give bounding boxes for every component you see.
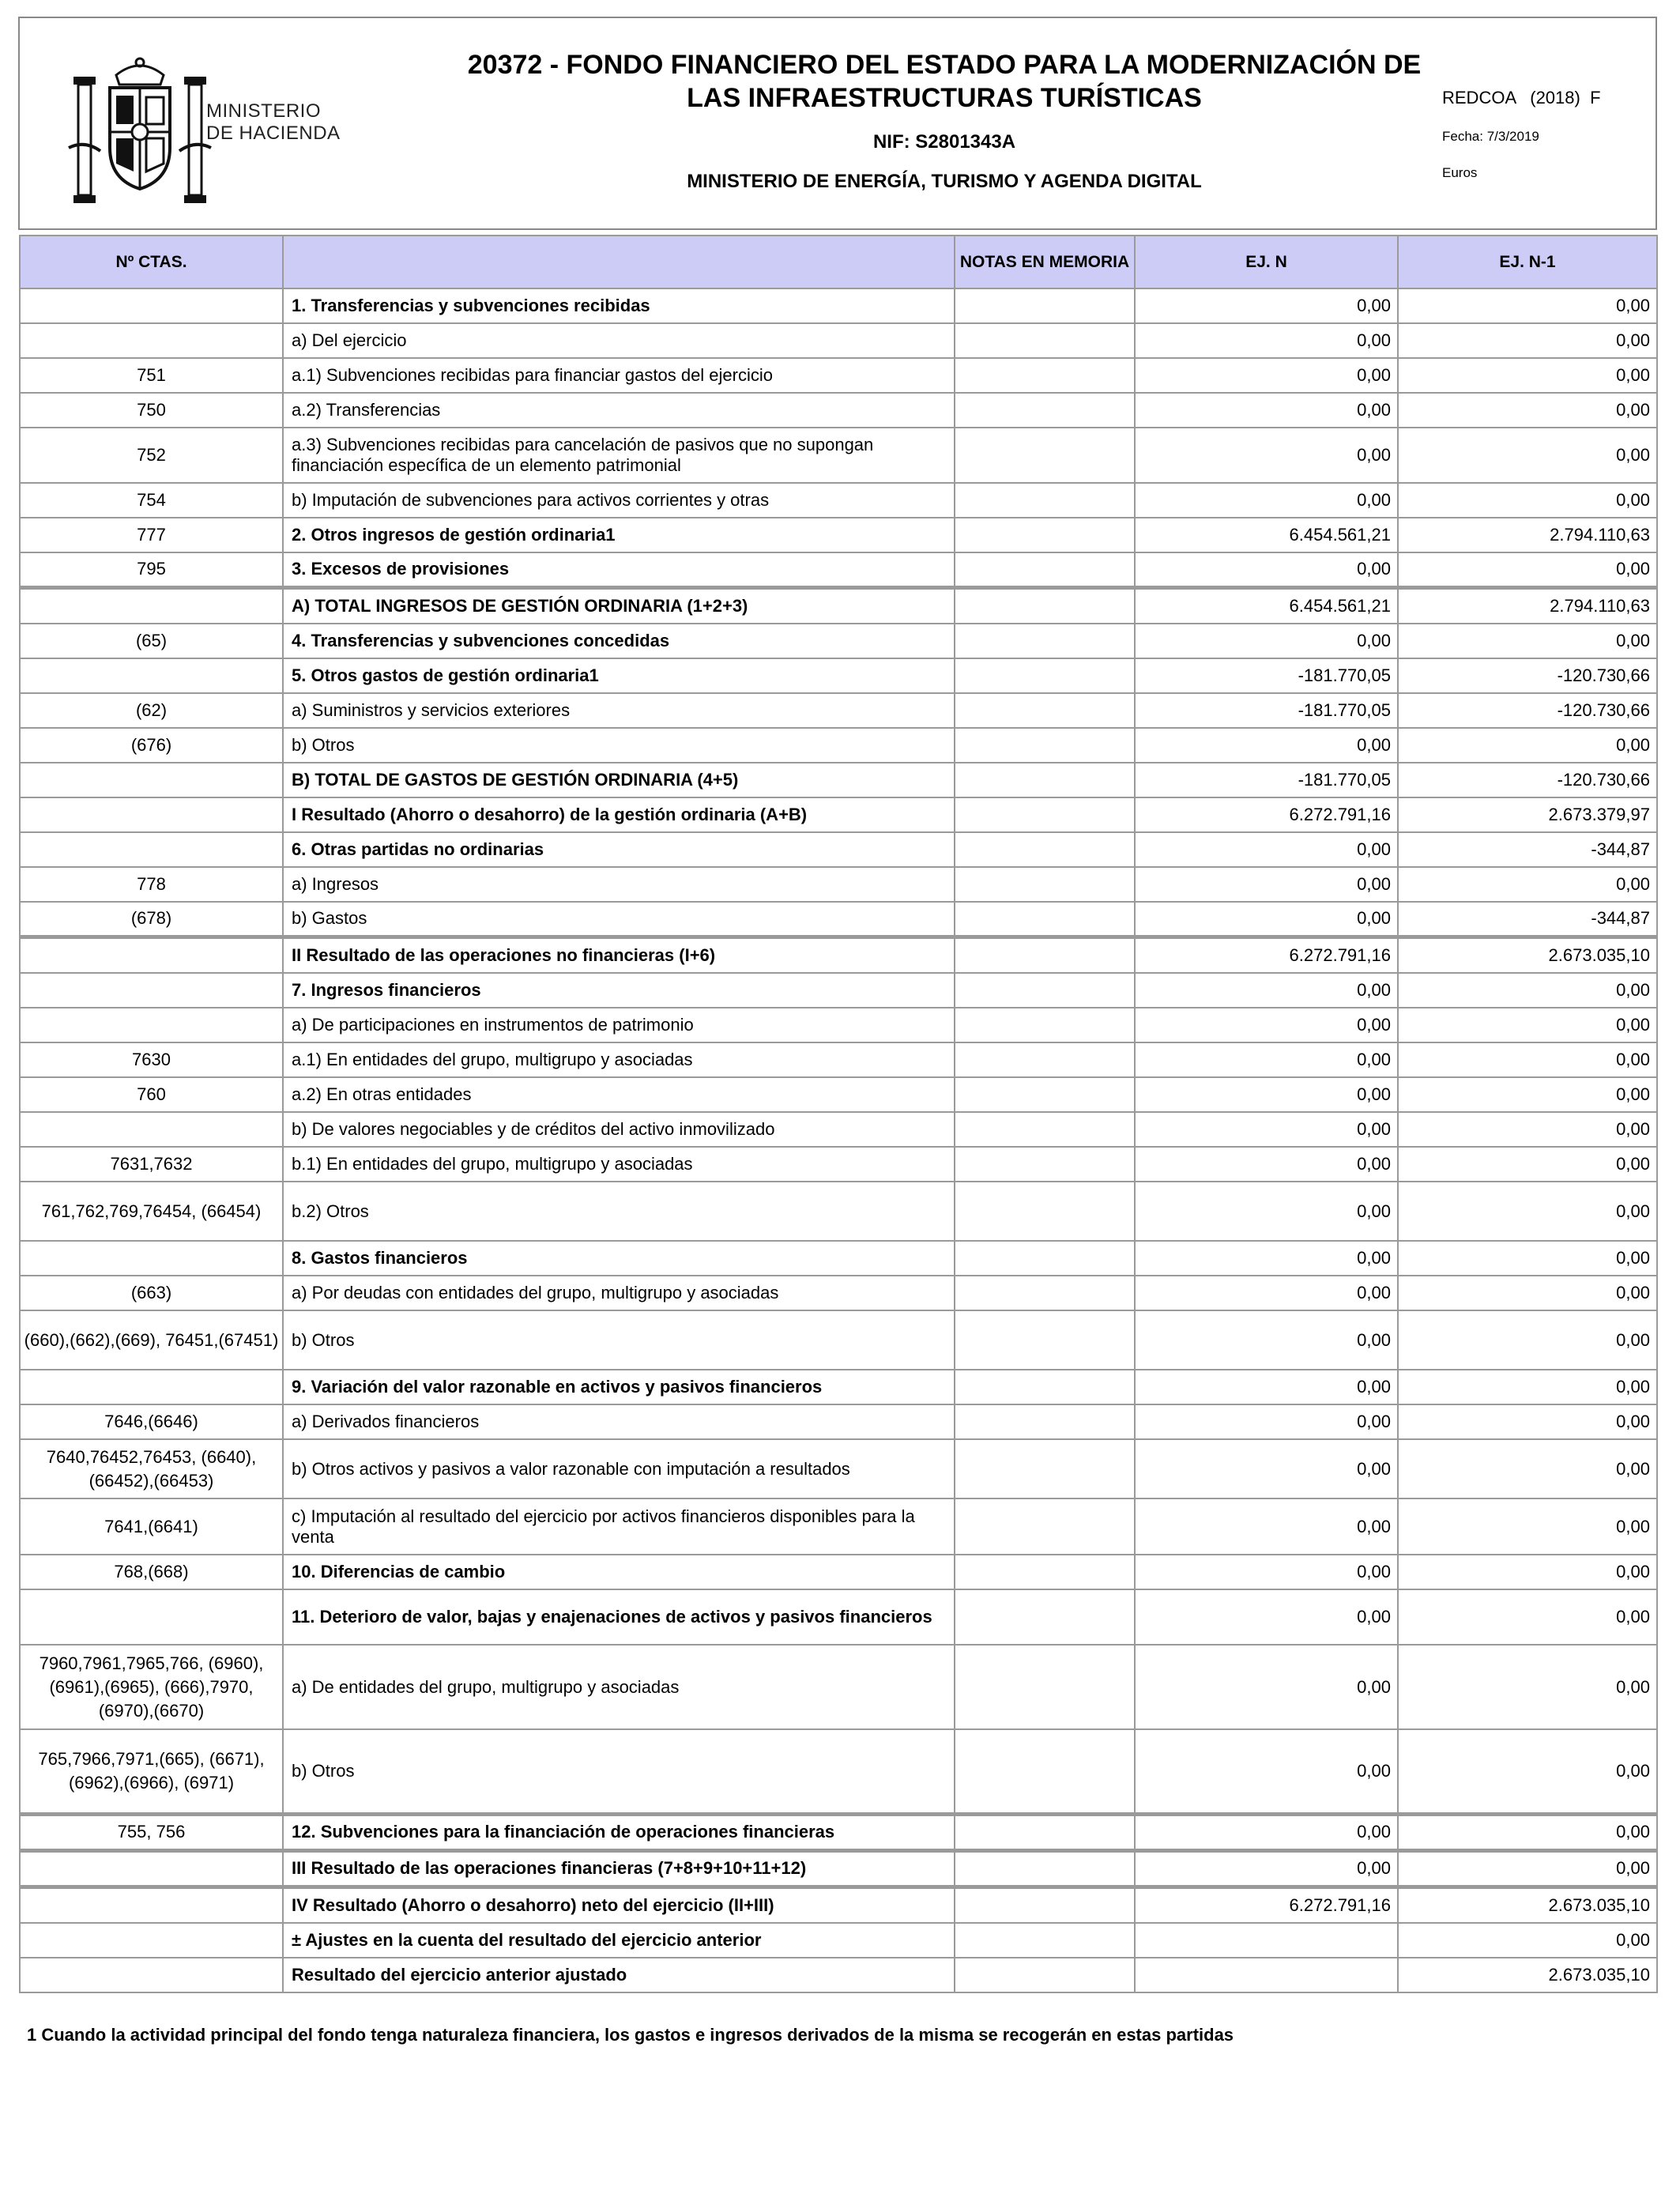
account-cell: 768,(668): [20, 1555, 283, 1589]
description-cell: c) Imputación al resultado del ejercicio por activos financieros disponibles para la venta: [283, 1498, 955, 1555]
table-row: [20, 728, 1657, 763]
ej-n1-value: 0,00: [1398, 728, 1657, 763]
notes-cell: [955, 1404, 1135, 1439]
ej-n1-value: 2.673.035,10: [1398, 1887, 1657, 1923]
description-cell: A) TOTAL INGRESOS DE GESTIÓN ORDINARIA (1+2+3): [283, 587, 955, 624]
notes-cell: [955, 1147, 1135, 1182]
ej-n1-value: 0,00: [1398, 973, 1657, 1008]
account-cell: [20, 1589, 283, 1645]
description-cell: b) Otros: [283, 1729, 955, 1814]
description-cell: 1. Transferencias y subvenciones recibidas: [283, 288, 955, 323]
table-row: [20, 937, 1657, 973]
ej-n-value: 0,00: [1135, 1147, 1398, 1182]
description-cell: a) De participaciones en instrumentos de patrimonio: [283, 1008, 955, 1042]
ej-n1-value: 2.673.035,10: [1398, 1958, 1657, 1992]
description-cell: a) Ingresos: [283, 867, 955, 902]
notes-cell: [955, 552, 1135, 587]
account-cell: 795: [20, 552, 283, 587]
ej-n-value: [1135, 1923, 1398, 1958]
ej-n-value: 0,00: [1135, 393, 1398, 428]
table-row: [20, 483, 1657, 518]
notes-cell: [955, 1923, 1135, 1958]
table-row: [20, 832, 1657, 867]
ej-n1-value: 0,00: [1398, 288, 1657, 323]
description-cell: a) Del ejercicio: [283, 323, 955, 358]
ej-n-value: 0,00: [1135, 1276, 1398, 1310]
table-header-row: [20, 236, 1657, 288]
notes-cell: [955, 1498, 1135, 1555]
description-cell: b) De valores negociables y de créditos del activo inmovilizado: [283, 1112, 955, 1147]
account-cell: 7630: [20, 1042, 283, 1077]
notes-cell: [955, 358, 1135, 393]
description-cell: a.3) Subvenciones recibidas para cancelación de pasivos que no supongan financiación específica de un elemento patrimonial: [283, 428, 955, 483]
table-row: [20, 1814, 1657, 1850]
description-cell: a.2) Transferencias: [283, 393, 955, 428]
ej-n1-value: 0,00: [1398, 483, 1657, 518]
description-cell: 2. Otros ingresos de gestión ordinaria1: [283, 518, 955, 552]
ej-n1-value: 0,00: [1398, 1077, 1657, 1112]
notes-cell: [955, 973, 1135, 1008]
account-cell: [20, 973, 283, 1008]
ej-n1-value: -344,87: [1398, 832, 1657, 867]
notes-cell: [955, 1589, 1135, 1645]
notes-cell: [955, 763, 1135, 797]
ej-n1-value: 2.794.110,63: [1398, 518, 1657, 552]
ej-n-value: 0,00: [1135, 323, 1398, 358]
description-cell: 12. Subvenciones para la financiación de operaciones financieras: [283, 1814, 955, 1850]
account-cell: 760: [20, 1077, 283, 1112]
notes-cell: [955, 867, 1135, 902]
column-header-description: [283, 236, 955, 288]
notes-cell: [955, 1008, 1135, 1042]
account-cell: 7631,7632: [20, 1147, 283, 1182]
ej-n-value: 0,00: [1135, 1555, 1398, 1589]
notes-cell: [955, 393, 1135, 428]
account-cell: 7641,(6641): [20, 1498, 283, 1555]
table-row: [20, 763, 1657, 797]
notes-cell: [955, 323, 1135, 358]
description-cell: IV Resultado (Ahorro o desahorro) neto del ejercicio (II+III): [283, 1887, 955, 1923]
ej-n1-value: 0,00: [1398, 393, 1657, 428]
notes-cell: [955, 1439, 1135, 1498]
ej-n-value: -181.770,05: [1135, 693, 1398, 728]
description-cell: b) Otros activos y pasivos a valor razonable con imputación a resultados: [283, 1439, 955, 1498]
currency-label: Euros: [1442, 165, 1478, 180]
notes-cell: [955, 1077, 1135, 1112]
account-cell: 7646,(6646): [20, 1404, 283, 1439]
ej-n1-value: -120.730,66: [1398, 763, 1657, 797]
ej-n1-value: 0,00: [1398, 1241, 1657, 1276]
account-cell: [20, 1850, 283, 1887]
notes-cell: [955, 1958, 1135, 1992]
ej-n1-value: 0,00: [1398, 1404, 1657, 1439]
notes-cell: [955, 518, 1135, 552]
notes-cell: [955, 1370, 1135, 1404]
description-cell: b) Otros: [283, 1310, 955, 1370]
ej-n1-value: 0,00: [1398, 1112, 1657, 1147]
description-cell: b) Gastos: [283, 902, 955, 937]
coat-of-arms-icon: [61, 53, 219, 211]
notes-cell: [955, 797, 1135, 832]
table-row: [20, 797, 1657, 832]
ej-n1-value: 2.673.035,10: [1398, 937, 1657, 973]
account-cell: [20, 1923, 283, 1958]
ej-n-value: 0,00: [1135, 728, 1398, 763]
ej-n1-value: 0,00: [1398, 1276, 1657, 1310]
account-cell: [20, 1370, 283, 1404]
ej-n1-value: 0,00: [1398, 1729, 1657, 1814]
table-row: [20, 1589, 1657, 1645]
table-row: [20, 288, 1657, 323]
notes-cell: [955, 1814, 1135, 1850]
notes-cell: [955, 288, 1135, 323]
report-header: [18, 17, 1657, 230]
account-cell: (678): [20, 902, 283, 937]
table-row: [20, 1439, 1657, 1498]
ej-n-value: 6.272.791,16: [1135, 1887, 1398, 1923]
account-cell: 761,762,769,76454, (66454): [20, 1182, 283, 1241]
ej-n-value: [1135, 1958, 1398, 1992]
table-row: [20, 1310, 1657, 1370]
footnote: 1 Cuando la actividad principal del fondo tenga naturaleza financiera, los gastos e ingresos derivados de la misma se recogerán en estas partidas: [27, 2025, 1234, 2045]
ej-n-value: 0,00: [1135, 1814, 1398, 1850]
account-cell: 765,7966,7971,(665), (6671),(6962),(6966), (6971): [20, 1729, 283, 1814]
description-cell: b.1) En entidades del grupo, multigrupo y asociadas: [283, 1147, 955, 1182]
ej-n-value: 0,00: [1135, 428, 1398, 483]
notes-cell: [955, 1887, 1135, 1923]
ej-n-value: 0,00: [1135, 832, 1398, 867]
account-cell: 7960,7961,7965,766, (6960),(6961),(6965), (666),7970,(6970),(6670): [20, 1645, 283, 1729]
table-row: [20, 323, 1657, 358]
ej-n1-value: 0,00: [1398, 552, 1657, 587]
account-cell: [20, 1008, 283, 1042]
table-row: [20, 552, 1657, 587]
description-cell: a) Derivados financieros: [283, 1404, 955, 1439]
table-row: [20, 358, 1657, 393]
ej-n-value: 0,00: [1135, 1439, 1398, 1498]
ej-n1-value: 0,00: [1398, 1008, 1657, 1042]
ej-n-value: 0,00: [1135, 1241, 1398, 1276]
notes-cell: [955, 902, 1135, 937]
description-cell: 5. Otros gastos de gestión ordinaria1: [283, 658, 955, 693]
table-row: [20, 1042, 1657, 1077]
notes-cell: [955, 658, 1135, 693]
table-row: [20, 658, 1657, 693]
table-row: [20, 1182, 1657, 1241]
notes-cell: [955, 832, 1135, 867]
description-cell: a.1) Subvenciones recibidas para financiar gastos del ejercicio: [283, 358, 955, 393]
account-cell: [20, 1241, 283, 1276]
notes-cell: [955, 937, 1135, 973]
table-row: [20, 693, 1657, 728]
table-row: [20, 1850, 1657, 1887]
table-row: [20, 1555, 1657, 1589]
notes-cell: [955, 693, 1135, 728]
table-row: [20, 867, 1657, 902]
account-cell: (65): [20, 624, 283, 658]
ej-n-value: 6.454.561,21: [1135, 518, 1398, 552]
account-cell: 754: [20, 483, 283, 518]
ej-n1-value: 0,00: [1398, 1182, 1657, 1241]
ej-n-value: 0,00: [1135, 1042, 1398, 1077]
account-cell: 752: [20, 428, 283, 483]
ej-n1-value: 0,00: [1398, 867, 1657, 902]
notes-cell: [955, 1276, 1135, 1310]
ej-n1-value: 0,00: [1398, 624, 1657, 658]
ej-n1-value: 0,00: [1398, 1645, 1657, 1729]
table-row: [20, 1923, 1657, 1958]
account-cell: [20, 832, 283, 867]
ej-n1-value: 0,00: [1398, 1370, 1657, 1404]
table-row: [20, 1645, 1657, 1729]
account-cell: 755, 756: [20, 1814, 283, 1850]
ej-n-value: 6.454.561,21: [1135, 587, 1398, 624]
column-header-notas: NOTAS EN MEMORIA: [955, 236, 1135, 288]
ej-n1-value: 0,00: [1398, 1555, 1657, 1589]
ej-n1-value: 2.794.110,63: [1398, 587, 1657, 624]
account-cell: 777: [20, 518, 283, 552]
table-row: [20, 518, 1657, 552]
table-row: [20, 428, 1657, 483]
account-cell: [20, 587, 283, 624]
table-row: [20, 1276, 1657, 1310]
notes-cell: [955, 624, 1135, 658]
table-row: [20, 1008, 1657, 1042]
ej-n1-value: 0,00: [1398, 1498, 1657, 1555]
description-cell: 8. Gastos financieros: [283, 1241, 955, 1276]
ej-n1-value: 0,00: [1398, 1814, 1657, 1850]
notes-cell: [955, 1241, 1135, 1276]
ej-n1-value: 0,00: [1398, 1042, 1657, 1077]
nif-label: NIF: S2801343A: [872, 131, 1016, 153]
results-table: [19, 235, 1658, 1993]
table-row: [20, 1958, 1657, 1992]
redcoa-label: REDCOA (2018) F: [1442, 88, 1601, 107]
ej-n-value: 6.272.791,16: [1135, 937, 1398, 973]
ej-n1-value: 0,00: [1398, 1439, 1657, 1498]
table-row: [20, 1147, 1657, 1182]
ej-n1-value: -120.730,66: [1398, 693, 1657, 728]
ej-n-value: 0,00: [1135, 552, 1398, 587]
table-row: [20, 902, 1657, 937]
notes-cell: [955, 1850, 1135, 1887]
notes-cell: [955, 1555, 1135, 1589]
table-row: [20, 587, 1657, 624]
description-cell: b) Otros: [283, 728, 955, 763]
ej-n1-value: 0,00: [1398, 358, 1657, 393]
ej-n-value: 0,00: [1135, 1077, 1398, 1112]
account-cell: [20, 797, 283, 832]
description-cell: ± Ajustes en la cuenta del resultado del ejercicio anterior: [283, 1923, 955, 1958]
account-cell: [20, 658, 283, 693]
description-cell: a) Suministros y servicios exteriores: [283, 693, 955, 728]
ej-n-value: -181.770,05: [1135, 763, 1398, 797]
table-row: [20, 1370, 1657, 1404]
ej-n-value: 0,00: [1135, 1182, 1398, 1241]
description-cell: III Resultado de las operaciones financieras (7+8+9+10+11+12): [283, 1850, 955, 1887]
account-cell: [20, 1887, 283, 1923]
column-header-ej-n1: EJ. N-1: [1398, 236, 1657, 288]
description-cell: a) Por deudas con entidades del grupo, multigrupo y asociadas: [283, 1276, 955, 1310]
notes-cell: [955, 1112, 1135, 1147]
description-cell: 10. Diferencias de cambio: [283, 1555, 955, 1589]
description-cell: 7. Ingresos financieros: [283, 973, 955, 1008]
notes-cell: [955, 428, 1135, 483]
notes-cell: [955, 1645, 1135, 1729]
description-cell: a) De entidades del grupo, multigrupo y asociadas: [283, 1645, 955, 1729]
account-cell: 778: [20, 867, 283, 902]
ej-n1-value: 0,00: [1398, 323, 1657, 358]
table-row: [20, 1404, 1657, 1439]
ej-n-value: 0,00: [1135, 867, 1398, 902]
description-cell: 3. Excesos de provisiones: [283, 552, 955, 587]
account-cell: 7640,76452,76453, (6640),(66452),(66453): [20, 1439, 283, 1498]
account-cell: 751: [20, 358, 283, 393]
description-cell: Resultado del ejercicio anterior ajustado: [283, 1958, 955, 1992]
ej-n-value: 0,00: [1135, 1310, 1398, 1370]
ej-n1-value: 0,00: [1398, 428, 1657, 483]
table-row: [20, 1112, 1657, 1147]
ej-n-value: 0,00: [1135, 1850, 1398, 1887]
ej-n-value: 0,00: [1135, 1008, 1398, 1042]
account-cell: [20, 937, 283, 973]
ej-n-value: 0,00: [1135, 1404, 1398, 1439]
ej-n1-value: 0,00: [1398, 1850, 1657, 1887]
description-cell: B) TOTAL DE GASTOS DE GESTIÓN ORDINARIA (4+5): [283, 763, 955, 797]
account-cell: 750: [20, 393, 283, 428]
account-cell: [20, 763, 283, 797]
account-cell: [20, 323, 283, 358]
notes-cell: [955, 1729, 1135, 1814]
ej-n-value: 0,00: [1135, 1729, 1398, 1814]
ministry-name: MINISTERIO DE HACIENDA: [206, 100, 341, 144]
account-cell: (663): [20, 1276, 283, 1310]
table-row: [20, 1887, 1657, 1923]
ej-n-value: 0,00: [1135, 483, 1398, 518]
ej-n1-value: -344,87: [1398, 902, 1657, 937]
date-label: Fecha: 7/3/2019: [1442, 129, 1539, 144]
column-header-ej-n: EJ. N: [1135, 236, 1398, 288]
table-row: [20, 1729, 1657, 1814]
description-cell: 11. Deterioro de valor, bajas y enajenaciones de activos y pasivos financieros: [283, 1589, 955, 1645]
ej-n-value: 0,00: [1135, 358, 1398, 393]
description-cell: b.2) Otros: [283, 1182, 955, 1241]
notes-cell: [955, 1042, 1135, 1077]
account-cell: [20, 1112, 283, 1147]
ej-n1-value: -120.730,66: [1398, 658, 1657, 693]
table-row: [20, 393, 1657, 428]
ej-n-value: 0,00: [1135, 902, 1398, 937]
table-row: [20, 1241, 1657, 1276]
description-cell: a.1) En entidades del grupo, multigrupo y asociadas: [283, 1042, 955, 1077]
table-row: [20, 1077, 1657, 1112]
ej-n1-value: 0,00: [1398, 1589, 1657, 1645]
ej-n-value: 0,00: [1135, 624, 1398, 658]
notes-cell: [955, 728, 1135, 763]
description-cell: 4. Transferencias y subvenciones concedidas: [283, 624, 955, 658]
description-cell: b) Imputación de subvenciones para activos corrientes y otras: [283, 483, 955, 518]
account-cell: [20, 1958, 283, 1992]
ej-n1-value: 2.673.379,97: [1398, 797, 1657, 832]
description-cell: I Resultado (Ahorro o desahorro) de la gestión ordinaria (A+B): [283, 797, 955, 832]
ej-n-value: 0,00: [1135, 1112, 1398, 1147]
ej-n1-value: 0,00: [1398, 1923, 1657, 1958]
account-cell: (676): [20, 728, 283, 763]
notes-cell: [955, 1182, 1135, 1241]
description-cell: 6. Otras partidas no ordinarias: [283, 832, 955, 867]
department-name: MINISTERIO DE ENERGÍA, TURISMO Y AGENDA DIGITAL: [687, 171, 1202, 192]
ej-n-value: 0,00: [1135, 973, 1398, 1008]
account-cell: (660),(662),(669), 76451,(67451): [20, 1310, 283, 1370]
ej-n-value: 0,00: [1135, 288, 1398, 323]
notes-cell: [955, 1310, 1135, 1370]
ej-n1-value: 0,00: [1398, 1147, 1657, 1182]
ej-n-value: 0,00: [1135, 1498, 1398, 1555]
table-row: [20, 624, 1657, 658]
ej-n-value: 0,00: [1135, 1589, 1398, 1645]
ej-n-value: 6.272.791,16: [1135, 797, 1398, 832]
description-cell: 9. Variación del valor razonable en activos y pasivos financieros: [283, 1370, 955, 1404]
ej-n-value: -181.770,05: [1135, 658, 1398, 693]
account-cell: [20, 288, 283, 323]
ej-n-value: 0,00: [1135, 1370, 1398, 1404]
ej-n-value: 0,00: [1135, 1645, 1398, 1729]
description-cell: a.2) En otras entidades: [283, 1077, 955, 1112]
notes-cell: [955, 587, 1135, 624]
description-cell: II Resultado de las operaciones no financieras (I+6): [283, 937, 955, 973]
report-title: 20372 - FONDO FINANCIERO DEL ESTADO PARA LA MODERNIZACIÓN DE LAS INFRAESTRUCTURAS TURÍSTICAS: [467, 50, 1422, 113]
ej-n1-value: 0,00: [1398, 1310, 1657, 1370]
table-row: [20, 1498, 1657, 1555]
table-row: [20, 973, 1657, 1008]
notes-cell: [955, 483, 1135, 518]
account-cell: (62): [20, 693, 283, 728]
column-header-ctas: Nº CTAS.: [20, 236, 283, 288]
